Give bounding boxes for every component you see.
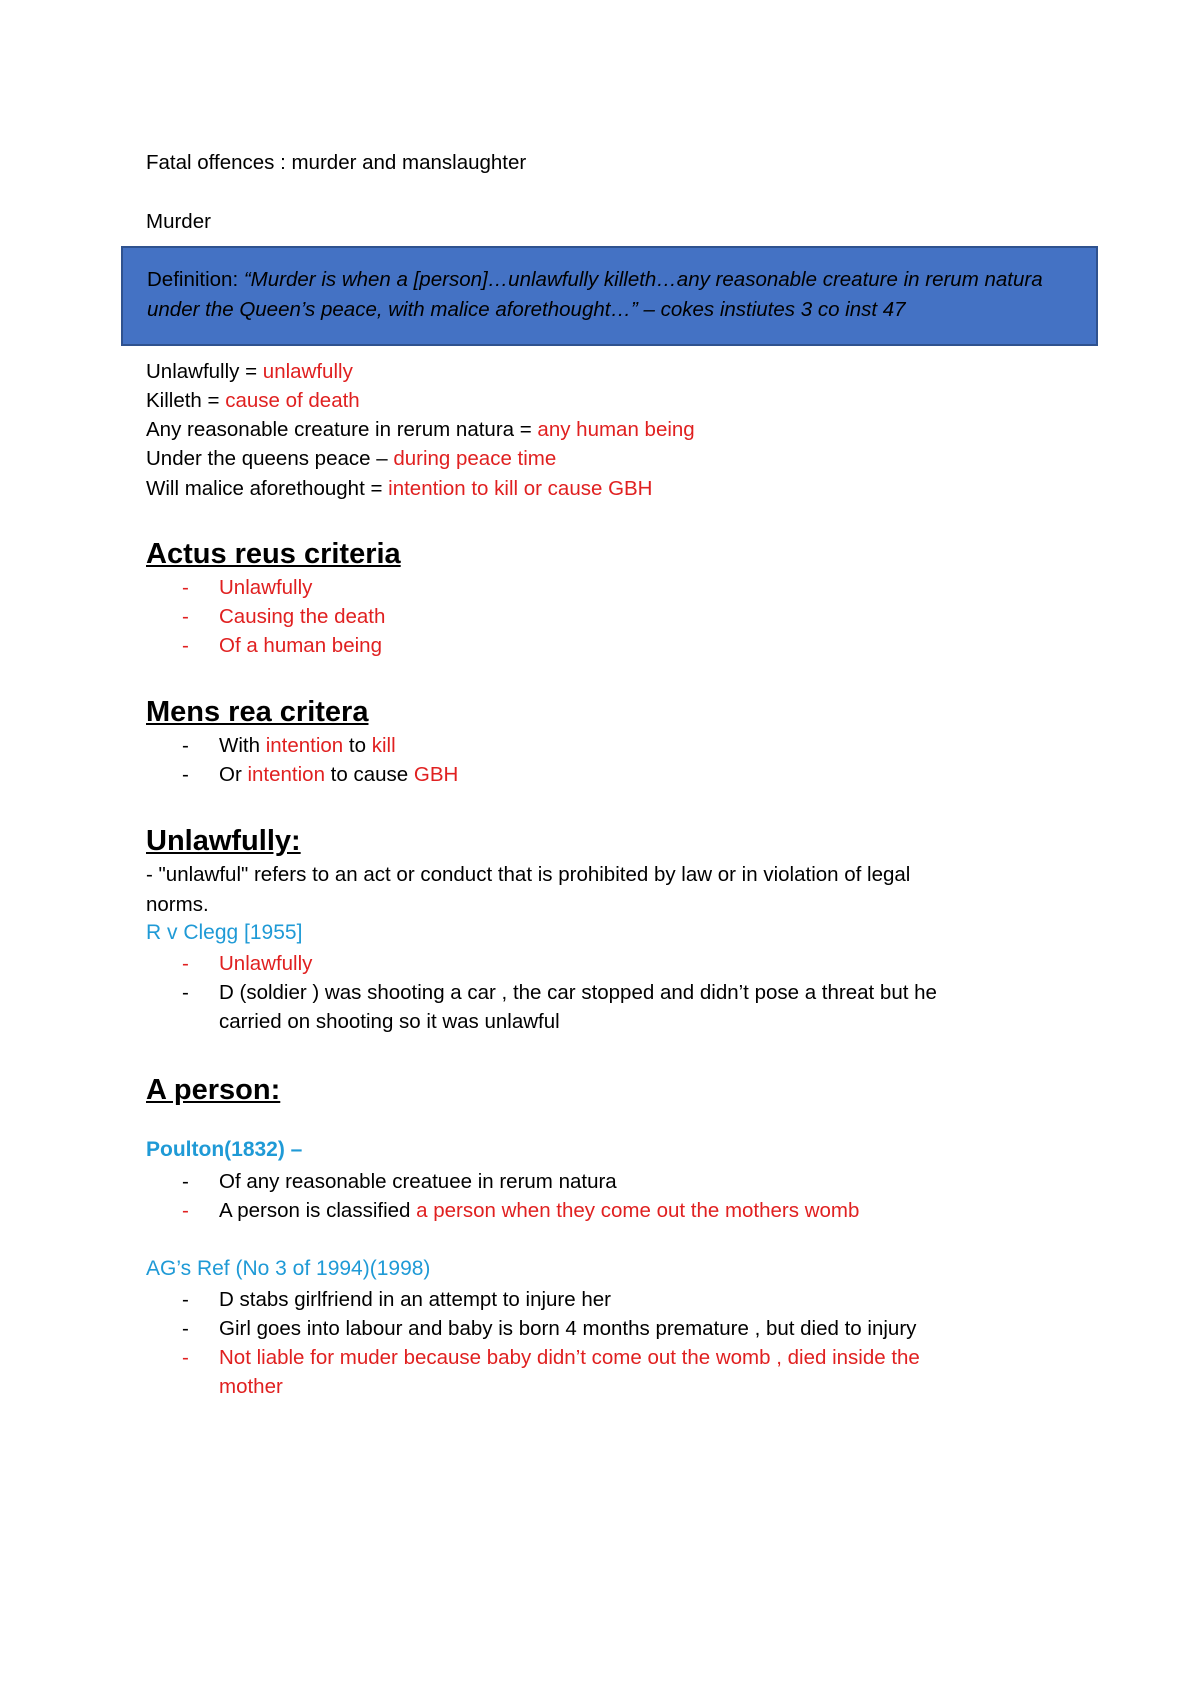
dash-bullet: - bbox=[182, 763, 189, 786]
term-label: Under the queens peace – bbox=[146, 447, 394, 470]
heading-unlawfully: Unlawfully: bbox=[146, 825, 301, 857]
heading-mens-rea: Mens rea critera bbox=[146, 696, 369, 728]
definition-box bbox=[121, 246, 1098, 346]
case-name-poulton: Poulton(1832) – bbox=[146, 1138, 303, 1161]
term-row bbox=[146, 386, 360, 415]
list-item bbox=[146, 978, 937, 1036]
list-item bbox=[146, 1167, 859, 1196]
dash-bullet: - bbox=[182, 981, 189, 1004]
heading-actus-reus: Actus reus criteria bbox=[146, 538, 401, 570]
term-label: Killeth = bbox=[146, 389, 226, 412]
term-row bbox=[146, 415, 695, 444]
clegg-list bbox=[146, 949, 937, 1036]
term-label: Unlawfully = bbox=[146, 360, 263, 383]
list-item-text: carried on shooting so it was unlawful bbox=[219, 1010, 560, 1033]
dash-bullet: - bbox=[182, 1317, 189, 1340]
text-red: intention bbox=[265, 734, 344, 757]
text: to cause bbox=[324, 763, 414, 786]
text-red: intention bbox=[247, 763, 325, 786]
definition-label: Definition: bbox=[147, 268, 244, 291]
dash-bullet: - bbox=[182, 1288, 189, 1311]
term-row bbox=[146, 357, 353, 386]
dash-bullet: - bbox=[182, 1346, 189, 1369]
paragraph-line: norms. bbox=[146, 893, 209, 916]
ags-ref-list bbox=[146, 1285, 920, 1401]
actus-reus-list bbox=[146, 573, 385, 660]
mens-rea-list bbox=[146, 731, 458, 789]
term-label: Any reasonable creature in rerum natura = bbox=[146, 418, 538, 441]
list-item-text: Unlawfully bbox=[219, 576, 313, 599]
dash-bullet: - bbox=[182, 605, 189, 628]
term-row bbox=[146, 444, 556, 473]
poulton-list bbox=[146, 1167, 859, 1225]
dash-bullet: - bbox=[182, 952, 189, 975]
dash-bullet: - bbox=[182, 734, 189, 757]
definition-text bbox=[147, 265, 1077, 325]
dash-bullet: - bbox=[182, 576, 189, 599]
document-title: Fatal offences : murder and manslaughter bbox=[146, 151, 527, 174]
term-meaning: unlawfully bbox=[262, 360, 353, 383]
term-meaning: intention to kill or cause GBH bbox=[388, 477, 653, 500]
text-red: kill bbox=[371, 734, 396, 757]
list-item bbox=[146, 1343, 920, 1401]
list-item bbox=[146, 760, 458, 789]
list-item bbox=[146, 1314, 920, 1343]
list-item-text: Not liable for muder because baby didn’t come out the womb , died inside the bbox=[219, 1346, 920, 1369]
definition-quote: “Murder is when a [person]…unlawfully killeth…any reasonable creature in rerum natura under the Queen’s peace, with malice aforethought…” – cokes instiutes 3 co inst 47 bbox=[147, 268, 1043, 321]
list-item bbox=[146, 602, 385, 631]
list-item bbox=[146, 1196, 859, 1225]
list-item-text: Of any reasonable creatuee in rerum natura bbox=[219, 1170, 617, 1193]
heading-a-person: A person: bbox=[146, 1074, 281, 1106]
list-item bbox=[146, 731, 458, 760]
text: Or bbox=[219, 763, 248, 786]
list-item-text: Causing the death bbox=[219, 605, 386, 628]
list-item-text: Girl goes into labour and baby is born 4 months premature , but died to injury bbox=[219, 1317, 917, 1340]
text: to bbox=[343, 734, 372, 757]
list-item-text: D stabs girlfriend in an attempt to injure her bbox=[219, 1288, 611, 1311]
dash-bullet: - bbox=[182, 1170, 189, 1193]
dash-bullet: - bbox=[182, 634, 189, 657]
term-meaning: cause of death bbox=[225, 389, 360, 412]
list-item bbox=[146, 949, 937, 978]
term-label: Will malice aforethought = bbox=[146, 477, 389, 500]
list-item-text: A person is classified bbox=[219, 1199, 417, 1222]
list-item bbox=[146, 573, 385, 602]
list-item bbox=[146, 631, 385, 660]
term-meaning: during peace time bbox=[393, 447, 557, 470]
section-title-murder: Murder bbox=[146, 210, 211, 233]
case-name-ags-ref: AG’s Ref (No 3 of 1994)(1998) bbox=[146, 1257, 431, 1280]
list-item-text: mother bbox=[219, 1375, 283, 1398]
case-name-clegg: R v Clegg [1955] bbox=[146, 921, 303, 944]
term-meaning: any human being bbox=[537, 418, 695, 441]
list-item-text: Of a human being bbox=[219, 634, 382, 657]
term-row bbox=[146, 474, 653, 503]
list-item bbox=[146, 1285, 920, 1314]
text-red: GBH bbox=[413, 763, 459, 786]
list-item-text: D (soldier ) was shooting a car , the car stopped and didn’t pose a threat but he bbox=[219, 981, 937, 1004]
text: With bbox=[219, 734, 266, 757]
paragraph-line: - "unlawful" refers to an act or conduct that is prohibited by law or in violation of legal bbox=[146, 863, 911, 886]
list-item-text: Unlawfully bbox=[219, 952, 313, 975]
list-item-text-red: a person when they come out the mothers womb bbox=[416, 1199, 860, 1222]
dash-bullet: - bbox=[182, 1199, 189, 1222]
